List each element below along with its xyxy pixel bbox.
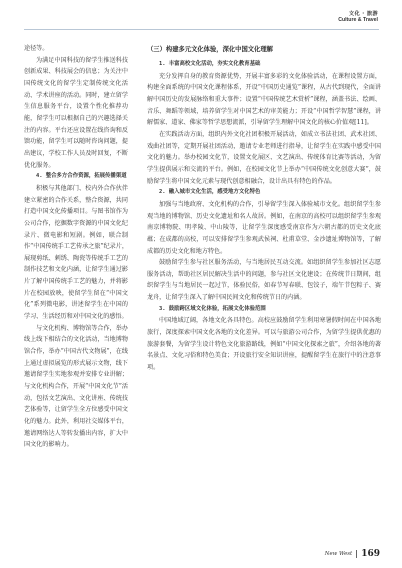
- paragraph: 充分发挥自身的教育资源优势，开展丰富多彩的文化体验活动，在课程设置方面，构建全面系统的中国文化课程体系，开设“中国历史通览”课程，从古代到现代，全面讲解中国历史的发展脉络和重大事件；设置“中国传统艺术赏析”课程，涵盖书法、绘画、音乐、舞蹈等领域，培养留学生对中国艺术的审美能力；开设“中国哲学智慧”课程，讲解儒家、道家、佛家等哲学思想流派，引导留学生理解中国文化的核心价值观[11]。: [147, 72, 381, 127]
- subsection-heading: 3. 鼓励跨区域文化体验，拓展文化体验范围: [159, 305, 266, 312]
- paragraph: 加强与当地政府、文化机构的合作，引导留学生深入体验城市文化。组织留学生参观当地的博物馆、历史文化遗址和名人故居。例如，在南京的高校可以组织留学生参观南京博物院、明孝陵、中山陵等，让留学生深度感受南京作为六朝古都的历史文化底蕴；在成都的高校，可以安排留学生参观武侯祠、杜甫草堂、金沙遗址博物馆等，了解成都的历史文化和地方特色。: [147, 200, 381, 255]
- section-title-zh: 文化 · 旅游: [348, 11, 378, 17]
- left-column: [24, 43, 128, 451]
- subsection-heading: 1. 丰富高校文化活动，夯实文化教育基础: [159, 61, 261, 67]
- paragraph: 中国地域辽阔，各地文化各具特色。高校应鼓励留学生利用寒暑假时间在中国各地旅行，深度探索中国文化各地的文化差异。可以与旅游公司合作，为留学生提供优惠的旅游套餐，为留学生设计特色文化旅游路线，例如“中国文化探索之旅”，介绍各地的著名景点、文化习俗和特色美食；开设旅行安全知识讲座，提醒留学生在旅行中的注意事项。: [147, 317, 381, 372]
- footer-divider: [356, 550, 357, 558]
- paragraph: 在实践活动方面，组织内外文化社团积极开展活动，如成立书法社团、武术社团、戏曲社团等，定期开展社团活动，邀请专业老师进行指导，让留学生在实践中感受中国文化的魅力。举办校园文化节，设置文化展区、文艺演出、传统体育比赛等活动，为留学生提供展示和交流的平台。例如，在校园文化节上举办“中国传统文化创意大赛”，鼓励留学生将中国文化元素与现代创意相融合，设计出具有特色的作品。: [147, 130, 381, 185]
- paragraph: 积极与其他部门、校内外合作伙伴建立紧密的合作关系，整合资源，共同打造中国文化传播项目。与图书馆作为公司合作，挖掘数字资源的中国文化纪录片、微电影和短剧。例如，联合制作“中国传统手工艺传承之旅”纪录片，展现剪纸、刺绣、陶瓷等传统手工艺的制作技艺和文化内涵，让留学生通过影片了解中国传统手工艺的魅力，并将影片在校园放映，使留学生留在“中国文化”系列微电影，讲述留学生在中国的学习、生活经历和对中国文化的感悟。: [24, 184, 128, 321]
- page-header: [338, 10, 378, 23]
- page-footer: [325, 549, 380, 559]
- journal-name: New West: [324, 551, 353, 557]
- subsection-heading: 2. 融入城市文化生活，感受地方文化特色: [159, 189, 261, 196]
- section-title-en: Culture & Travel: [338, 17, 378, 23]
- section-heading: （三）构建多元文化体验，深化中国文化理解: [147, 46, 273, 53]
- paragraph: 为满足中国科技的留学生推送科技创新成果、科技展会的信息；为关注中国传统文化的留学生定制传统文化活动、学术讲座的活动。同时，建立留学生信息服务平台，设置个性化推荐功能，留学生可以根据自己的兴趣选择关注的内容。平台还应设置在线咨询和反馈功能，留学生可以随时咨询问题，提出建议，学校工作人员及时回复，不断优化服务。: [24, 56, 128, 169]
- paragraph: 与文化机构、博物馆等合作，举办线上线下相结合的文化活动，当地博物馆合作，举办“中国古代文物展”，在线上通过虚拟展览的形式展示文物，线下邀请留学生实地参观并安排专业讲解；与文化机构合作，开展“中国文化节”活动，包括文艺演出、文化讲座、传统技艺体验等，让留学生全方位感受中国文化的魅力。此外，利用社交媒体平台，邀请网络达人等转发播出内容，扩大中国文化的影响力。: [24, 324, 128, 449]
- header-rule: [24, 29, 379, 30]
- paragraph: 鼓励留学生参与社区服务活动，与当地居民互动交流。如组织留学生参加社区志愿服务活动，帮助社区居民解决生活中的问题，参与社区文化建设；在传统节日期间，组织留学生与当地居民一起过节，体验民俗，如春节写春联、包饺子，端午节包粽子、赛龙舟，让留学生深入了解中国民间文化和传统节日的内涵。: [147, 259, 381, 302]
- page-number: 169: [361, 549, 380, 559]
- right-column: [147, 44, 381, 374]
- subsection-heading: 4. 整合多方合作资源，拓展传播渠道: [36, 173, 127, 180]
- paragraph: 途径等。: [24, 45, 49, 52]
